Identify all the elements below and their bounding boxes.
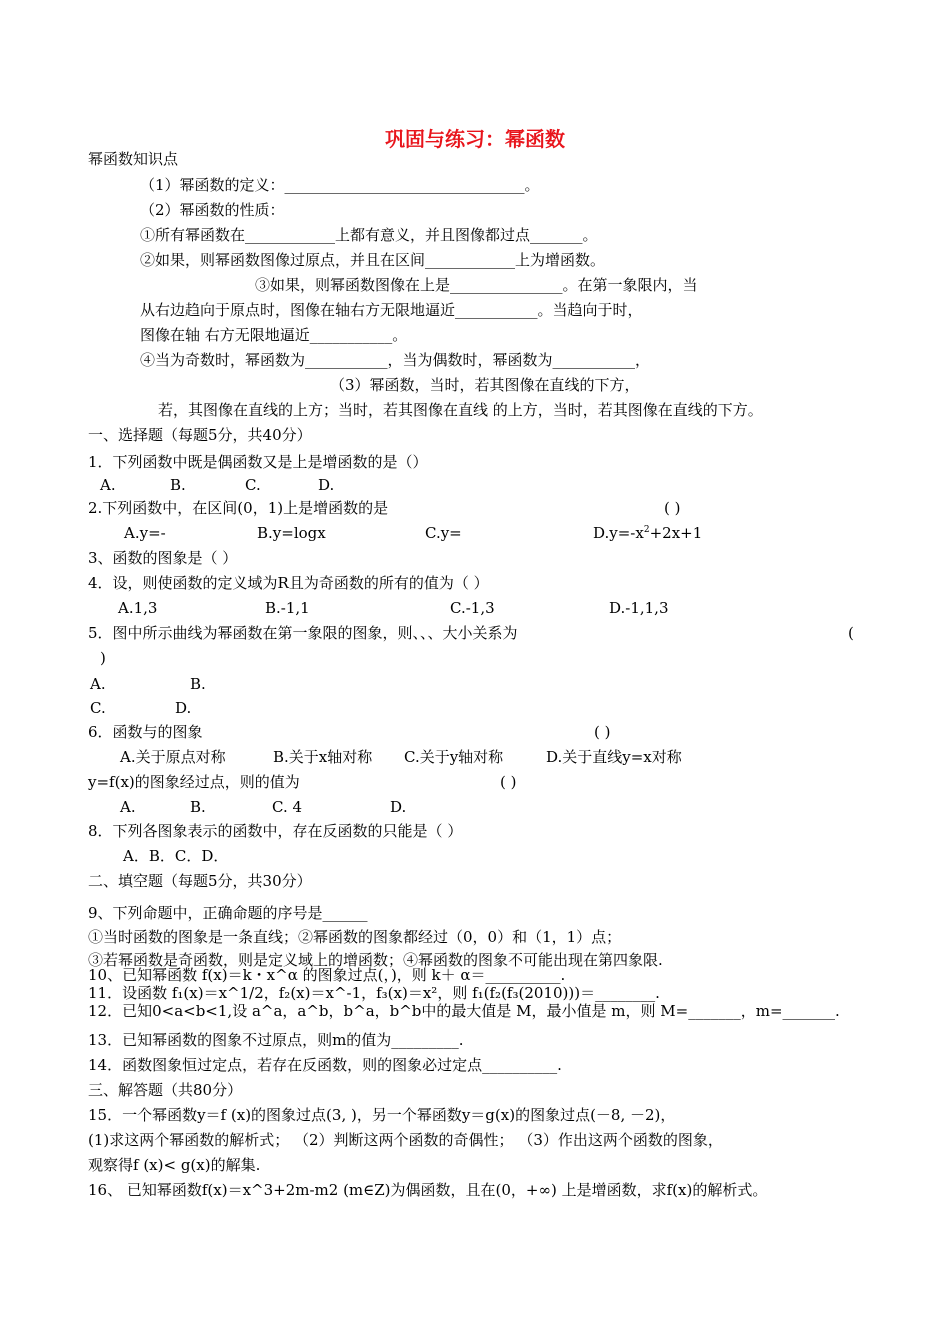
question-1: 1．下列函数中既是偶函数又是上是增函数的是（） — [88, 453, 428, 471]
question-4: 4．设，则使函数的定义域为R且为奇函数的所有的值为（ ） — [88, 574, 489, 592]
question-5: 5．图中所示曲线为幂函数在第一象限的图象，则、、、大小关系为 — [88, 624, 518, 642]
q7-option-a: A. — [120, 798, 136, 816]
q15-parts: (1)求这两个幂函数的解析式； （2）判断这两个函数的奇偶性； （3）作出这两个函数的图象， — [88, 1131, 723, 1149]
question-7: y=f(x)的图象经过点，则的值为 — [88, 773, 300, 791]
question-16: 16、 已知幂函数f(x)＝x^3+2m-m2 (m∈Z)为偶函数，且在(0，+∞) 上是增函数，求f(x)的解析式。 — [88, 1181, 768, 1199]
q7-answer-paren: ( ) — [500, 773, 517, 791]
q1-option-c: C. — [245, 476, 261, 494]
knowledge-point-5-cont: 若，其图像在直线的上方；当时，若其图像在直线 的上方，当时，若其图像在直线的下方。 — [158, 401, 763, 419]
q5-paren-left: ( — [848, 624, 854, 642]
q6-option-a: A.关于原点对称 — [120, 748, 226, 766]
q7-option-b: B. — [190, 798, 206, 816]
q2-option-d: $D.y=-x^2+2x+1$ — [593, 524, 703, 542]
q9-statements-2: ③若幂函数是奇函数，则是定义域上的增函数；④幂函数的图象不可能出现在第四象限. — [88, 951, 663, 969]
q2-option-a: A.y=- — [124, 524, 166, 542]
knowledge-point-2: ②如果，则幂函数图像过原点，并且在区间____________上为增函数。 — [140, 251, 606, 269]
q6-option-d: D.关于直线y=x对称 — [546, 748, 682, 766]
question-12: 12．已知0<a<b<1,设 a^a，a^b，b^a，b^b中的最大值是 M，最小值是 m，则 M=_______，m=_______. — [88, 1002, 840, 1020]
q1-option-d: D. — [318, 476, 335, 494]
section1-heading: 一、选择题（每题5分，共40分） — [88, 426, 312, 444]
q9-statements-1: ①当时函数的图象是一条直线；②幂函数的图象都经过（0，0）和（1，1）点； — [88, 928, 622, 946]
q5-option-b: B. — [190, 675, 206, 693]
knowledge-point-1: ①所有幂函数在____________上都有意义，并且图像都过点_______。 — [140, 226, 598, 244]
q6-answer-paren: ( ) — [594, 723, 611, 741]
question-6: 6．函数与的图象 — [88, 723, 203, 741]
knowledge-point-3-cont2: 图像在轴 右方无限地逼近___________。 — [140, 326, 408, 344]
question-3: 3、函数的图象是（ ） — [88, 549, 238, 567]
knowledge-point-3-cont: 从右边趋向于原点时，图像在轴右方无限地逼近___________。当趋向于时， — [140, 301, 643, 319]
knowledge-heading: 幂函数知识点 — [88, 150, 179, 168]
q6-option-b: B.关于x轴对称 — [273, 748, 373, 766]
section3-heading: 三、解答题（共80分） — [88, 1081, 243, 1099]
q1-option-b: B. — [170, 476, 186, 494]
q5-paren-right: ) — [100, 649, 106, 667]
q7-option-d: D. — [390, 798, 407, 816]
knowledge-point-4: ④当为奇数时，幂函数为___________，当为偶数时，幂函数为___________， — [140, 351, 651, 369]
q6-option-c: C.关于y轴对称 — [404, 748, 504, 766]
q5-option-d: D. — [175, 699, 192, 717]
q2-option-c: C.y= — [425, 524, 462, 542]
q4-option-c: C.-1,3 — [450, 599, 495, 617]
q4-option-d: D.-1,1,3 — [609, 599, 669, 617]
q4-option-a: A.1,3 — [118, 599, 158, 617]
question-11: 11．设函数 f₁(x)＝x^1/2，f₂(x)＝x^-1，f₃(x)＝x²，则 f₁(f₂(f₃(2010)))＝________. — [88, 984, 660, 1002]
question-14: 14．函数图象恒过定点，若存在反函数，则的图象必过定点__________. — [88, 1056, 562, 1074]
question-8: 8．下列各图象表示的函数中，存在反函数的只能是（ ） — [88, 822, 463, 840]
q7-option-c: C. 4 — [272, 798, 303, 816]
q15-observe: 观察得f (x)< g(x)的解集. — [88, 1156, 261, 1174]
q5-option-c: C. — [90, 699, 106, 717]
section2-heading: 二、填空题（每题5分，共30分） — [88, 872, 312, 890]
q2-answer-paren: ( ) — [664, 499, 681, 517]
question-15: 15．一个幂函数y＝f (x)的图象过点(3, )，另一个幂函数y＝g(x)的图象过点(－8, －2)， — [88, 1106, 676, 1124]
q8-options: A．B．C．D． — [123, 847, 229, 865]
q1-option-a: A. — [100, 476, 116, 494]
knowledge-point-5: （3）幂函数，当时，若其图像在直线的下方， — [330, 376, 640, 394]
q2-option-b: B.y=logx — [257, 524, 326, 542]
knowledge-definition: （1）幂函数的定义：________________________________。 — [140, 176, 540, 194]
question-13: 13．已知幂函数的图象不过原点，则m的值为_________. — [88, 1031, 464, 1049]
question-2: 2.下列函数中，在区间(0，1)上是增函数的是 — [88, 499, 389, 517]
q5-option-a: A. — [90, 675, 106, 693]
question-10: 10、已知幂函数 f(x)＝k・x^α 的图象过点(，)，则 k＋ α＝__________. — [88, 966, 566, 984]
q4-option-b: B.-1,1 — [265, 599, 310, 617]
knowledge-point-3: ③如果，则幂函数图像在上是_______________。在第一象限内，当 — [255, 276, 698, 294]
question-9: 9、下列命题中，正确命题的序号是______ — [88, 904, 368, 922]
knowledge-properties: （2）幂函数的性质： — [140, 201, 285, 219]
page-title: 巩固与练习：幂函数 — [385, 127, 565, 151]
